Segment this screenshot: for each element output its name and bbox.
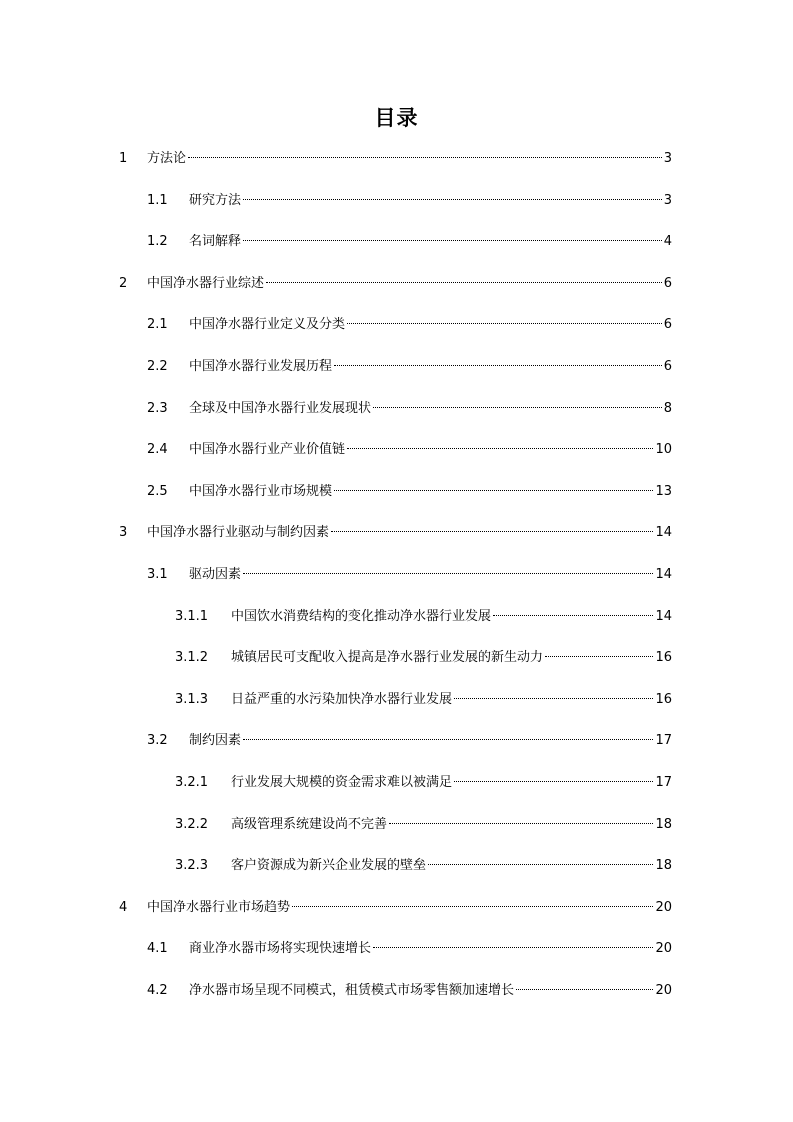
toc-entry-number: 3.1.3 [175, 691, 209, 707]
toc-entry-number: 3.2.1 [175, 775, 209, 790]
toc-entry[interactable] [119, 523, 672, 543]
toc-entry[interactable] [175, 773, 672, 793]
toc-entry-page-number: 17 [655, 733, 672, 749]
toc-entry-number: 2.1 [147, 317, 168, 333]
toc-entry-page-number: 14 [655, 567, 672, 582]
toc-leader-dots [454, 698, 653, 699]
toc-entry-page-number: 18 [655, 858, 672, 874]
toc-leader-dots [243, 240, 662, 241]
toc-entry-title: 日益严重的水污染加快净水器行业发展 [231, 691, 453, 707]
toc-entry[interactable] [147, 315, 672, 335]
toc-leader-dots [243, 199, 662, 200]
toc-entry[interactable] [175, 607, 672, 627]
toc-entry[interactable] [119, 898, 672, 918]
toc-entry-title: 方法论 [147, 151, 187, 166]
toc-entry-number: 2.3 [147, 400, 168, 416]
toc-entry[interactable] [119, 149, 672, 169]
toc-entry-page-number: 16 [655, 691, 672, 707]
toc-entry-page-number: 20 [655, 983, 672, 998]
toc-entry[interactable] [147, 191, 672, 211]
toc-entry-page-number: 20 [655, 899, 672, 915]
toc-entry-number: 3.2.3 [175, 858, 209, 874]
toc-entry-title: 净水器市场呈现不同模式，租赁模式市场零售额加速增长 [189, 983, 515, 998]
toc-entry-title: 制约因素 [189, 733, 242, 749]
toc-entry[interactable] [175, 856, 672, 876]
toc-entry-page-number: 13 [655, 483, 672, 499]
toc-leader-dots [292, 906, 653, 907]
page-title: 目录 [374, 106, 419, 130]
toc-leader-dots [516, 989, 653, 990]
toc-entry-number: 3 [119, 525, 128, 541]
toc-entry-number: 2.2 [147, 359, 168, 374]
toc-entry-title: 中国饮水消费结构的变化推动净水器行业发展 [231, 608, 492, 624]
toc-leader-dots [347, 448, 653, 449]
toc-entry[interactable] [175, 815, 672, 835]
toc-leader-dots [334, 490, 653, 491]
toc-entry-title: 城镇居民可支配收入提高是净水器行业发展的新生动力 [231, 650, 544, 666]
toc-entry[interactable] [147, 939, 672, 959]
toc-entry-number: 2.5 [147, 483, 168, 499]
toc-entry-title: 高级管理系统建设尚不完善 [231, 816, 388, 832]
toc-leader-dots [266, 282, 662, 283]
toc-entry-number: 3.1.1 [175, 608, 209, 624]
toc-entry-number: 4.2 [147, 983, 168, 998]
toc-entry-title: 中国净水器行业产业价值链 [189, 442, 346, 458]
toc-leader-dots [243, 739, 653, 740]
toc-entry-page-number: 14 [655, 608, 672, 624]
toc-entry-title: 中国净水器行业市场趋势 [147, 899, 291, 915]
toc-entry-number: 4 [119, 899, 128, 915]
toc-entry-title: 商业净水器市场将实现快速增长 [189, 941, 372, 957]
toc-entry-number: 2 [119, 275, 128, 291]
toc-entry[interactable] [147, 440, 672, 460]
toc-entry-number: 3.1 [147, 567, 168, 582]
toc-leader-dots [389, 823, 653, 824]
toc-leader-dots [454, 781, 653, 782]
toc-entry-number: 3.1.2 [175, 650, 209, 666]
toc-entry-page-number: 20 [655, 941, 672, 957]
toc-entry[interactable] [147, 232, 672, 252]
toc-entry-title: 研究方法 [189, 192, 242, 208]
toc-leader-dots [373, 407, 662, 408]
toc-entry-number: 3.2.2 [175, 816, 209, 832]
toc-entry-page-number: 10 [655, 442, 672, 458]
toc-entry[interactable] [147, 565, 672, 585]
toc-entry-title: 客户资源成为新兴企业发展的壁垒 [231, 858, 427, 874]
toc-leader-dots [428, 864, 653, 865]
toc-entry-page-number: 3 [663, 192, 672, 208]
toc-entry[interactable] [147, 357, 672, 377]
toc-entry-title: 中国净水器行业综述 [147, 275, 265, 291]
toc-entry-page-number: 8 [663, 400, 672, 416]
toc-leader-dots [493, 615, 653, 616]
toc-entry-number: 4.1 [147, 941, 168, 957]
toc-entry[interactable] [147, 731, 672, 751]
toc-entry-number: 1.1 [147, 192, 168, 208]
toc-leader-dots [334, 365, 662, 366]
toc-entry-title: 中国净水器行业发展历程 [189, 359, 333, 374]
toc-entry-page-number: 18 [655, 816, 672, 832]
toc-entry-page-number: 6 [663, 317, 672, 333]
toc-entry-page-number: 14 [655, 525, 672, 541]
toc-entry-title: 行业发展大规模的资金需求难以被满足 [231, 775, 453, 790]
toc-leader-dots [347, 323, 662, 324]
toc-entry-page-number: 4 [663, 234, 672, 250]
toc-entry-number: 3.2 [147, 733, 168, 749]
toc-entry-title: 中国净水器行业定义及分类 [189, 317, 346, 333]
toc-leader-dots [188, 157, 662, 158]
toc-leader-dots [373, 947, 653, 948]
toc-entry-page-number: 3 [663, 151, 672, 166]
toc-entry[interactable] [175, 690, 672, 710]
toc-entry-title: 中国净水器行业驱动与制约因素 [147, 525, 330, 541]
toc-entry-page-number: 6 [663, 275, 672, 291]
toc-entry-title: 中国净水器行业市场规模 [189, 483, 333, 499]
toc-entry-number: 1 [119, 151, 128, 166]
toc-entry[interactable] [147, 981, 672, 1001]
toc-entry-number: 2.4 [147, 442, 168, 458]
toc-entry-title: 名词解释 [189, 234, 242, 250]
toc-entry[interactable] [147, 482, 672, 502]
toc-leader-dots [545, 656, 653, 657]
toc-entry-title: 全球及中国净水器行业发展现状 [189, 400, 372, 416]
toc-entry[interactable] [147, 399, 672, 419]
toc-entry[interactable] [119, 274, 672, 294]
toc-entry-page-number: 17 [655, 775, 672, 790]
toc-entry-page-number: 6 [663, 359, 672, 374]
toc-leader-dots [243, 573, 653, 574]
toc-entry[interactable] [175, 648, 672, 668]
toc-leader-dots [331, 531, 653, 532]
toc-entry-title: 驱动因素 [189, 567, 242, 582]
toc-entry-page-number: 16 [655, 650, 672, 666]
toc-entry-number: 1.2 [147, 234, 168, 250]
